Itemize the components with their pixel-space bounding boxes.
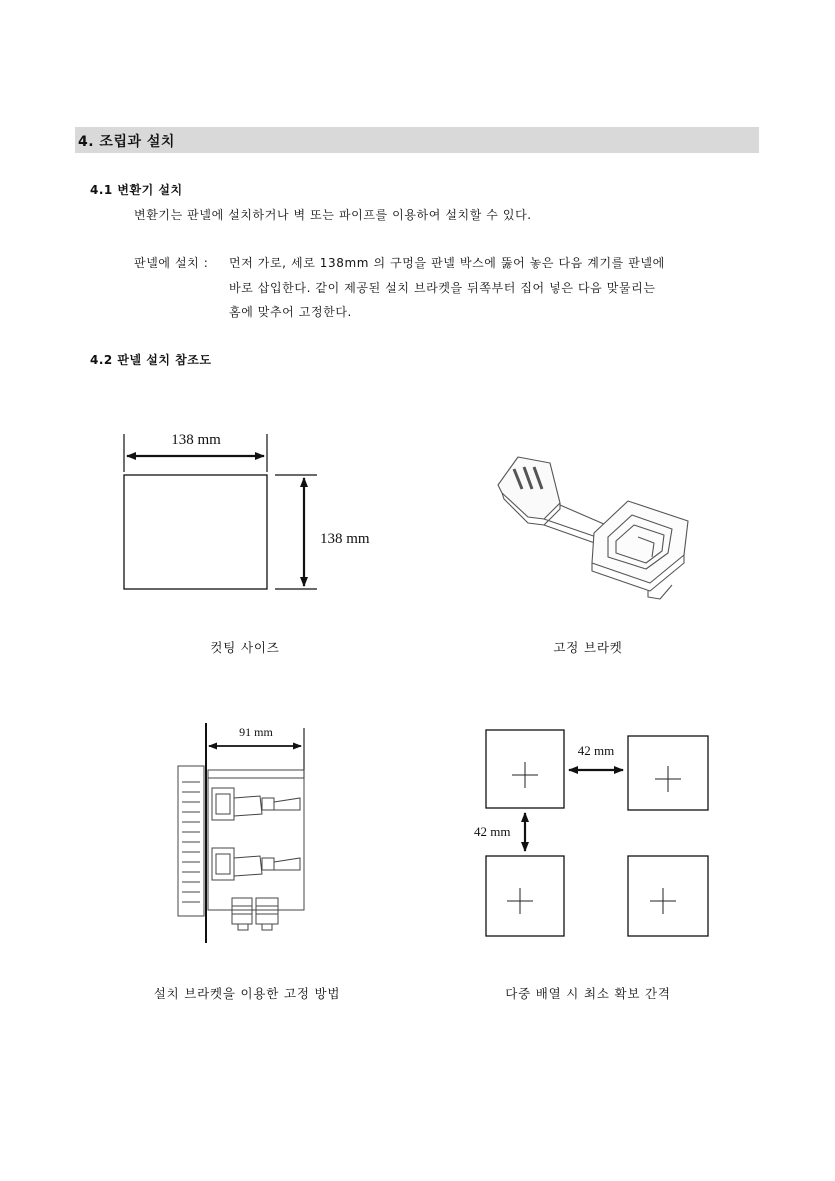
- cutting-size-diagram: [110, 420, 400, 605]
- cutting-height-label: 138 mm: [320, 531, 370, 547]
- cutting-size-caption: 컷팅 사이즈: [210, 640, 280, 655]
- horizontal-gap-label: 42 mm: [577, 743, 615, 758]
- spacing-caption: 다중 배열 시 최소 확보 간격: [505, 986, 671, 1001]
- depth-label: 91 mm: [239, 725, 273, 739]
- section-header-bar: [75, 127, 759, 153]
- minimum-spacing-diagram: [470, 720, 730, 945]
- subsection-title-4-1: 4.1 변환기 설치: [90, 183, 183, 197]
- intro-text: 변환기는 판넬에 설치하거나 벽 또는 파이프를 이용하여 설치할 수 있다.: [134, 208, 532, 222]
- cutting-width-label: 138 mm: [171, 432, 221, 448]
- fixing-bracket-illustration: [488, 445, 698, 605]
- panel-install-line-1: 먼저 가로, 세로 138mm 의 구멍을 판넬 박스에 뚫어 놓은 다음 계기를 판넬에: [229, 256, 665, 270]
- panel-install-line-3: 홈에 맞추어 고정한다.: [229, 305, 352, 319]
- section-title: 4. 조립과 설치: [78, 134, 175, 150]
- vertical-gap-label: 42 mm: [474, 824, 511, 839]
- mounting-caption: 설치 브라켓을 이용한 고정 방법: [153, 986, 341, 1001]
- panel-install-line-2: 바로 삽입한다. 같이 제공된 설치 브라켓을 뒤쪽부터 집어 넣은 다음 맞물리는: [229, 281, 656, 295]
- bracket-mounting-diagram: [170, 718, 320, 948]
- subsection-title-4-2: 4.2 판넬 설치 참조도: [90, 353, 212, 367]
- panel-install-label: 판넬에 설치 :: [134, 256, 209, 270]
- fixing-bracket-caption: 고정 브라켓: [553, 640, 623, 655]
